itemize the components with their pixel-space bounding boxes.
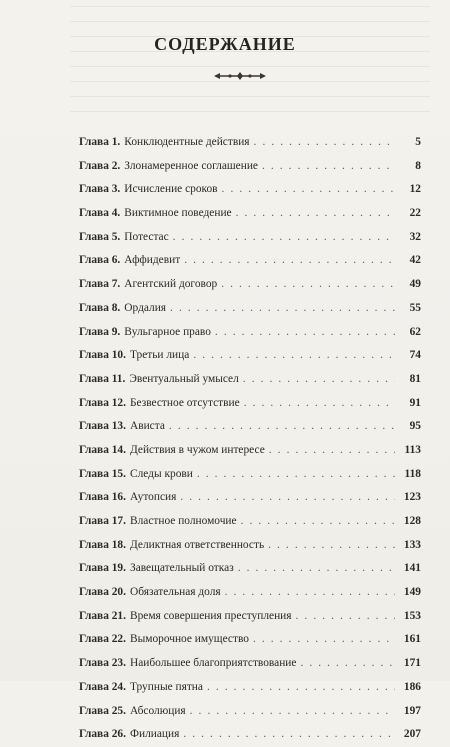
chapter-number: Глава 20. <box>79 586 126 599</box>
page-number: 91 <box>409 396 421 409</box>
page-number: 81 <box>409 372 421 385</box>
dot-leader <box>236 202 395 226</box>
chapter-title: Время совершения преступления <box>129 609 292 622</box>
chapter-title: Агентский договор <box>124 278 218 291</box>
chapter-title: Действия в чужом интересе <box>129 443 265 456</box>
page-number: 118 <box>404 467 421 480</box>
chapter-number: Глава 18. <box>79 538 126 551</box>
chapter-title: Потестас <box>124 230 169 243</box>
dot-leader <box>197 463 395 487</box>
page-number: 133 <box>403 538 421 551</box>
toc-entry <box>79 202 421 226</box>
dot-leader <box>268 534 395 558</box>
chapter-title: Абсолюция <box>129 704 186 717</box>
dot-leader <box>254 131 395 155</box>
chapter-title: Безвестное отсутствие <box>129 396 240 409</box>
toc-entry <box>79 510 421 534</box>
chapter-number: Глава 14. <box>79 443 126 456</box>
chapter-number: Глава 7. <box>79 278 121 291</box>
chapter-title: Вульгарное право <box>124 325 211 338</box>
toc-entry <box>79 534 421 558</box>
chapter-title: Властное полномочие <box>129 515 237 527</box>
chapter-title: Ависта <box>129 420 165 433</box>
page-number: 8 <box>415 159 421 172</box>
chapter-number: Глава 8. <box>79 301 121 314</box>
page-number: 95 <box>409 420 421 433</box>
chapter-number: Глава 6. <box>79 254 121 267</box>
chapter-number: Глава 25. <box>79 704 126 717</box>
toc-entry <box>79 652 421 676</box>
chapter-title: Злонамеренное соглашение <box>124 159 258 172</box>
dot-leader <box>262 155 395 179</box>
chapter-title: Конклюдентные действия <box>124 136 250 148</box>
toc-entry <box>79 178 421 202</box>
chapter-number: Глава 26. <box>79 728 126 741</box>
dot-leader <box>207 676 395 700</box>
toc-entry <box>79 155 421 179</box>
dot-leader <box>238 557 395 581</box>
toc-entry <box>79 676 421 700</box>
toc-entry <box>79 723 421 747</box>
page-number: 207 <box>403 728 421 741</box>
toc-entry <box>79 557 421 581</box>
chapter-title: Наибольшее благоприятствование <box>129 657 297 670</box>
chapter-number: Глава 21. <box>79 609 126 622</box>
chapter-number: Глава 19. <box>79 562 126 575</box>
chapter-number: Глава 5. <box>79 230 121 243</box>
chapter-title: Следы крови <box>129 467 193 480</box>
chapter-number: Глава 3. <box>79 183 121 196</box>
dot-leader <box>221 273 395 297</box>
dot-leader <box>225 581 395 605</box>
page-number: 123 <box>403 491 421 504</box>
chapter-title: Обязательная доля <box>129 586 221 599</box>
chapter-title: Виктимное поведение <box>124 207 232 220</box>
dot-leader <box>215 321 395 345</box>
toc-entry <box>79 368 421 392</box>
page-number: 197 <box>403 704 421 717</box>
page-number: 74 <box>409 349 421 362</box>
dot-leader <box>253 628 395 652</box>
page-number: 141 <box>403 562 421 575</box>
toc-entry <box>79 628 421 652</box>
toc-entry <box>79 321 421 345</box>
table-of-contents <box>79 131 421 747</box>
chapter-number: Глава 17. <box>79 515 126 527</box>
page-number: 22 <box>409 207 421 220</box>
page-number: 62 <box>409 325 421 338</box>
chapter-number: Глава 4. <box>79 207 121 220</box>
page-number: 186 <box>403 680 421 693</box>
chapter-title: Завещательный отказ <box>129 562 234 575</box>
chapter-number: Глава 13. <box>79 420 126 433</box>
toc-entry <box>79 226 421 250</box>
chapter-title: Третьи лица <box>129 349 190 362</box>
page-number: 128 <box>403 515 421 527</box>
page-number: 42 <box>409 254 421 267</box>
chapter-number: Глава 11. <box>79 372 126 385</box>
chapter-title: Эвентуальный умысел <box>129 372 239 385</box>
chapter-title: Деликтная ответственность <box>129 538 265 551</box>
chapter-title: Трупные пятна <box>129 680 203 693</box>
toc-entry <box>79 249 421 273</box>
chapter-title: Исчисление сроков <box>124 183 218 196</box>
dot-leader <box>183 723 395 747</box>
dot-leader <box>241 510 395 534</box>
chapter-title: Ордалия <box>124 301 167 314</box>
chapter-number: Глава 12. <box>79 396 126 409</box>
dot-leader <box>243 368 395 392</box>
chapter-title: Аутопсия <box>129 491 177 504</box>
toc-entry <box>79 344 421 368</box>
page-number: 171 <box>403 657 421 670</box>
dot-leader <box>296 605 395 629</box>
dot-leader <box>193 344 395 368</box>
dot-leader <box>173 226 395 250</box>
chapter-number: Глава 1. <box>79 136 121 148</box>
chapter-title: Выморочное имущество <box>129 633 249 646</box>
toc-entry <box>79 486 421 510</box>
page-number: 5 <box>415 136 421 148</box>
toc-entry <box>79 392 421 416</box>
chapter-title: Аффидевит <box>124 254 181 267</box>
page-number: 32 <box>409 230 421 243</box>
dot-leader <box>300 652 395 676</box>
dot-leader <box>269 439 395 463</box>
decorative-divider-icon <box>212 70 268 82</box>
chapter-number: Глава 9. <box>79 325 121 338</box>
toc-entry <box>79 700 421 724</box>
dot-leader <box>169 415 395 439</box>
chapter-number: Глава 15. <box>79 467 126 480</box>
page-number: 12 <box>409 183 421 196</box>
page-number: 49 <box>409 278 421 291</box>
page-number: 55 <box>409 301 421 314</box>
page-number: 113 <box>404 443 421 456</box>
toc-entry <box>79 297 421 321</box>
page-title: СОДЕРЖАНИЕ <box>154 34 296 54</box>
page-number: 161 <box>403 633 421 646</box>
chapter-number: Глава 23. <box>79 657 126 670</box>
page-number: 149 <box>403 586 421 599</box>
toc-entry <box>79 439 421 463</box>
toc-entry <box>79 463 421 487</box>
chapter-title: Филиация <box>129 728 180 741</box>
show-through-text <box>70 6 430 126</box>
page-number: 153 <box>403 609 421 622</box>
chapter-number: Глава 2. <box>79 159 121 172</box>
toc-entry <box>79 273 421 297</box>
toc-entry <box>79 131 421 155</box>
dot-leader <box>222 178 395 202</box>
toc-entry <box>79 415 421 439</box>
dot-leader <box>180 486 395 510</box>
dot-leader <box>244 392 395 416</box>
chapter-number: Глава 16. <box>79 491 126 504</box>
toc-entry <box>79 581 421 605</box>
toc-entry <box>79 605 421 629</box>
chapter-number: Глава 22. <box>79 633 126 646</box>
dot-leader <box>184 249 395 273</box>
chapter-number: Глава 10. <box>79 349 126 362</box>
chapter-number: Глава 24. <box>79 680 126 693</box>
dot-leader <box>190 700 395 724</box>
dot-leader <box>170 297 395 321</box>
